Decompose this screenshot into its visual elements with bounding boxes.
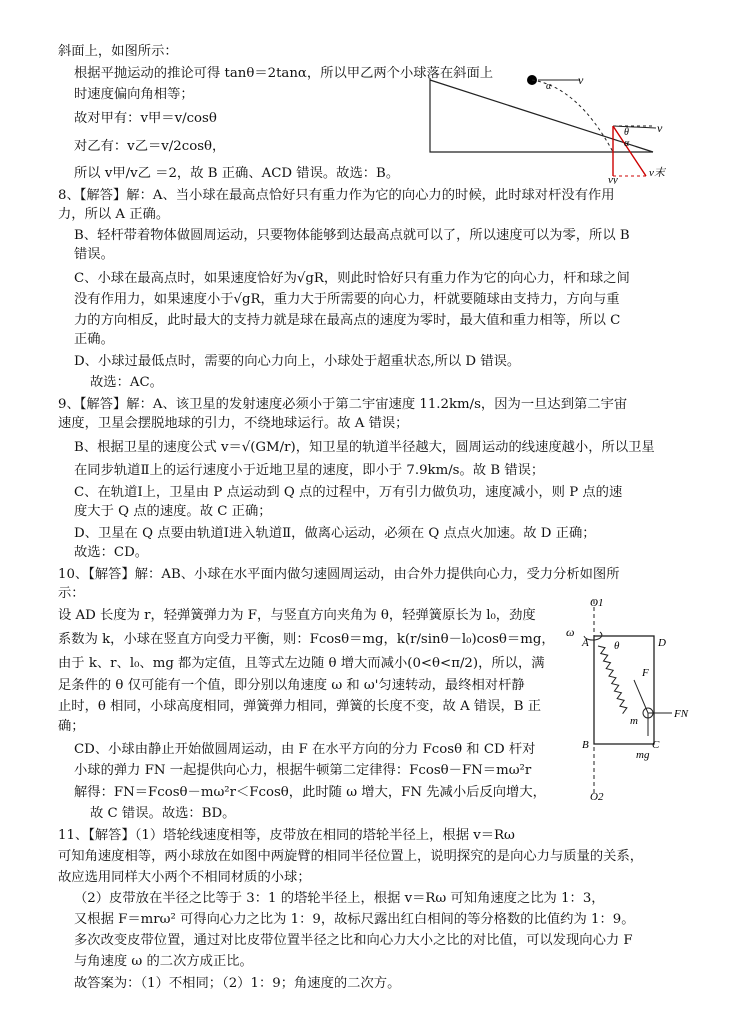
text-line: C、在轨道Ⅰ上，卫星由 P 点运动到 Q 点的过程中，万有引力做负功，速度减小，则 P 点的速 (74, 485, 623, 500)
fig1-label: θ (624, 127, 629, 138)
text-line: 所以 v甲/v乙 ＝2，故 B 正确、ACD 错误。故选：B。 (74, 166, 400, 181)
text-line: 斜面上，如图所示： (58, 44, 178, 59)
fig2-label: O2 (590, 791, 604, 802)
text-line: 由于 k、r、l₀、mg 都为定值，且等式左边随 θ 增大而减小(0<θ<π/2)，所以，满 (58, 656, 545, 671)
text-line: CD、小球由静止开始做圆周运动，由 F 在水平方向的分力 Fcosθ 和 CD 杆对 (74, 742, 536, 757)
text-line: D、卫星在 Q 点要由轨道Ⅰ进入轨道Ⅱ，做离心运动，必须在 Q 点点火加速。故 D 正确； (74, 526, 596, 541)
text-line: 与角速度 ω 的二次方成正比。 (74, 954, 253, 969)
fig1-label: v (578, 73, 584, 87)
text-line: 没有作用力，如果速度小于√gR，重力大于所需要的向心力，杆就要随球由支持力，方向与重 (74, 292, 620, 307)
text-line: 速度，卫星会摆脱地球的引力，不绕地球运行。故 A 错误； (58, 416, 409, 431)
text-line: 故 C 错误。故选：BD。 (90, 806, 236, 821)
text-line: 度大于 Q 点的速度。故 C 正确； (74, 504, 272, 519)
text-line: 9、【解答】解：A、该卫星的发射速度必须小于第二宇宙速度 11.2km/s，因为一旦达到第二宇宙 (58, 397, 628, 412)
fig2-label: B (582, 739, 589, 751)
text-line: 对乙有：v乙＝v/2cosθ， (74, 139, 226, 154)
text-line: 错误。 (74, 247, 114, 262)
text-line: D、小球过最低点时，需要的向心力向上，小球处于超重状态,所以 D 错误。 (74, 354, 521, 369)
text-line: B、根据卫星的速度公式 v＝√(GM/r)，知卫星的轨道半径越大，圆周运动的线速度越小，所以卫星 (74, 440, 655, 455)
text-line: 解得：FN＝Fcosθ－mω²r＜Fcosθ，此时随 ω 增大，FN 先减小后反向增大， (74, 785, 546, 800)
fig1-label: α (624, 138, 630, 149)
text-line: 11、【解答】（1）塔轮线速度相等，皮带放在相同的塔轮半径上，根据 v＝Rω (58, 828, 515, 843)
text-line: 力的方向相反，此时最大的支持力就是球在最高点的速度为零时，最大值和重力相等，所以 C (74, 313, 621, 328)
text-line: 时速度偏向角相等； (74, 87, 194, 102)
fig1-label: v末 (649, 167, 665, 179)
text-line: 系数为 k，小球在竖直方向受力平衡，则：Fcosθ＝mg，k(r/sinθ－l₀)cosθ＝mg， (58, 632, 555, 647)
fig2-label: m (630, 715, 638, 727)
fig2-label: ω (566, 625, 575, 639)
fig2-label: A (582, 637, 589, 649)
fig2-label: O1 (590, 597, 604, 609)
incline-projectile-figure (428, 72, 668, 184)
text-line: 故选：CD。 (74, 545, 149, 560)
fig2-label: D (658, 637, 666, 649)
text-line: 故选：AC。 (90, 375, 163, 390)
text-line: 10、【解答】解：AB、小球在水平面内做匀速圆周运动，由合外力提供向心力，受力分析如图所 (58, 567, 620, 582)
text-line: 示： (58, 586, 85, 601)
fig2-label: FN (674, 708, 689, 720)
fig2-label: θ (614, 640, 620, 652)
text-line: 多次改变皮带位置，通过对比皮带位置半径之比和向心力大小之比的对比值，可以发现向心力 F (74, 933, 633, 948)
text-line: 力，所以 A 正确。 (58, 207, 170, 222)
text-line: C、小球在最高点时，如果速度恰好为√gR，则此时恰好只有重力作为它的向心力，杆和球之间 (74, 271, 630, 286)
fig2-label: C (652, 739, 660, 751)
text-line: 故应选用同样大小两个不相同材质的小球； (58, 870, 311, 885)
text-line: 确； (58, 719, 85, 734)
fig2-label: mg (636, 749, 650, 761)
fig2-label: F (642, 667, 649, 679)
text-line: 正确。 (74, 332, 114, 347)
text-line: （2）皮带放在半径之比等于 3：1 的塔轮半径上，根据 v＝Rω 可知角速度之比为 1：3， (74, 891, 605, 906)
rotating-spring-figure (560, 596, 700, 802)
fig1-label: vy (608, 174, 618, 184)
text-line: 又根据 F＝mrω² 可得向心力之比为 1：9，故标尺露出红白相间的等分格数的比值约为 1：9。 (74, 912, 635, 927)
text-line: 可知角速度相等，两小球放在如图中两旋臂的相同半径位置上，说明探究的是向心力与质量的关系， (58, 849, 644, 864)
text-line: 8、【解答】解：A、当小球在最高点恰好只有重力作为它的向心力的时候，此时球对杆没有作用 (58, 188, 615, 203)
text-line: 故答案为：（1）不相同；（2）1：9；角速度的二次方。 (74, 976, 401, 991)
fig1-label: α (546, 81, 552, 92)
text-line: B、轻杆带着物体做圆周运动，只要物体能够到达最高点就可以了，所以速度可以为零，所以 B (74, 228, 630, 243)
text-line: 在同步轨道Ⅱ上的运行速度小于近地卫星的速度，即小于 7.9km/s。故 B 错误； (74, 463, 545, 478)
text-line: 根据平抛运动的推论可得 tanθ＝2tanα，所以甲乙两个小球落在斜面上 (74, 66, 494, 81)
text-line: 止时，θ 相同，小球高度相同，弹簧弹力相同，弹簧的长度不变，故 A 错误，B 正 (58, 699, 542, 714)
fig1-label: v (657, 121, 663, 135)
text-line: 设 AD 长度为 r，轻弹簧弹力为 F，与竖直方向夹角为 θ，轻弹簧原长为 l₀，劲度 (58, 608, 536, 623)
text-line: 足条件的 θ 仅可能有一个值，即分别以角速度 ω 和 ω'匀速转动，最终相对杆静 (58, 678, 525, 693)
text-line: 故对甲有：v甲＝v/cosθ (74, 111, 217, 126)
text-line: 小球的弹力 FN 一起提供向心力，根据牛顿第二定律得：Fcosθ－FN＝mω²r (74, 763, 532, 778)
